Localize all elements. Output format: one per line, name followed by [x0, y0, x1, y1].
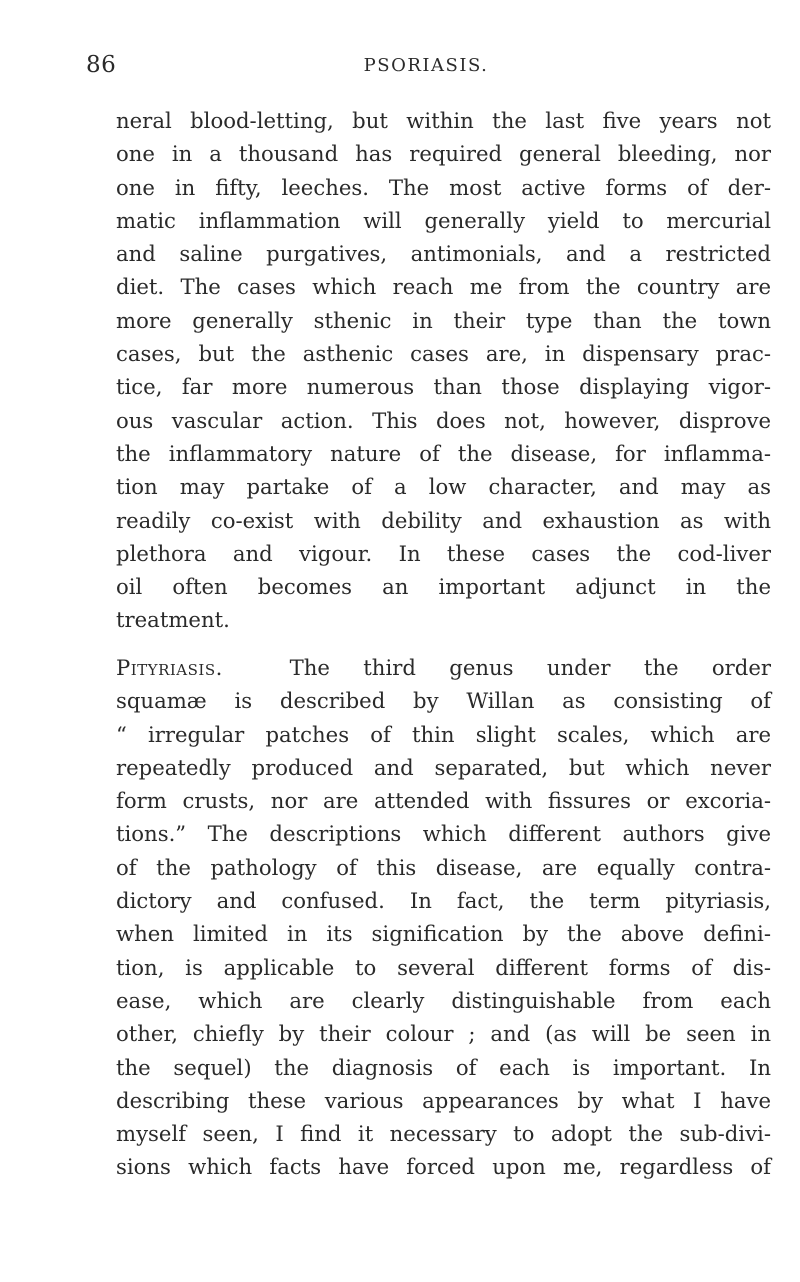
text-line: tice, far more numerous than those displaying vigor- — [116, 374, 771, 400]
text-line: tions.” The descriptions which different authors give — [116, 821, 771, 847]
text-line: one in fifty, leeches. The most active forms of der- — [116, 174, 771, 200]
text-line: cases, but the asthenic cases are, in dispensary prac- — [116, 341, 771, 367]
page-number: 86 — [86, 52, 117, 78]
text-line: myself seen, I find it necessary to adopt the sub-divi- — [116, 1121, 771, 1147]
running-head: PSORIASIS. — [363, 55, 489, 76]
section-heading: Pityriasis. — [116, 655, 223, 680]
text-line: readily co-exist with debility and exhaustion as with — [116, 507, 771, 533]
text-line: squamæ is described by Willan as consisting of — [116, 688, 771, 714]
text-line: repeatedly produced and separated, but which never — [116, 754, 771, 780]
text-line: one in a thousand has required general bleeding, nor — [116, 141, 771, 167]
text-line: tion, is applicable to several different forms of dis- — [116, 954, 771, 980]
text-line-rest: The third genus under the order — [289, 655, 771, 680]
text-line: other, chiefly by their colour ; and (as will be seen in — [116, 1021, 771, 1047]
text-line: oil often becomes an important adjunct in the — [116, 574, 771, 600]
text-line: ease, which are clearly distinguishable from each — [116, 987, 771, 1013]
text-line: neral blood-letting, but within the last five years not — [116, 108, 771, 133]
page-header — [86, 52, 766, 82]
text-line: the inflammatory nature of the disease, for inflamma- — [116, 440, 771, 466]
text-line: form crusts, nor are attended with fissures or excoria- — [116, 788, 771, 814]
text-line: more generally sthenic in their type than the town — [116, 307, 771, 333]
text-line: ous vascular action. This does not, however, disprove — [116, 407, 771, 433]
paragraph-continued — [116, 104, 771, 637]
text-line: plethora and vigour. In these cases the cod-liver — [116, 540, 771, 566]
text-line: describing these various appearances by what I have — [116, 1087, 771, 1113]
text-line: matic inflammation will generally yield to mercurial — [116, 207, 771, 233]
text-line: of the pathology of this disease, are equally contra- — [116, 854, 771, 880]
text-line — [116, 651, 771, 684]
text-line: the sequel) the diagnosis of each is important. In — [116, 1054, 771, 1080]
text-line: treatment. — [116, 607, 230, 633]
text-line: sions which facts have forced upon me, regardless of — [116, 1154, 771, 1180]
paragraph-pityriasis — [116, 651, 771, 1184]
text-line: dictory and confused. In fact, the term pityriasis, — [116, 888, 771, 914]
text-line: and saline purgatives, antimonials, and a restricted — [116, 241, 771, 267]
text-line: tion may partake of a low character, and may as — [116, 474, 771, 500]
text-line: when limited in its signification by the above defini- — [116, 921, 771, 947]
text-line: diet. The cases which reach me from the country are — [116, 274, 771, 300]
text-line: “ irregular patches of thin slight scales, which are — [116, 721, 771, 747]
